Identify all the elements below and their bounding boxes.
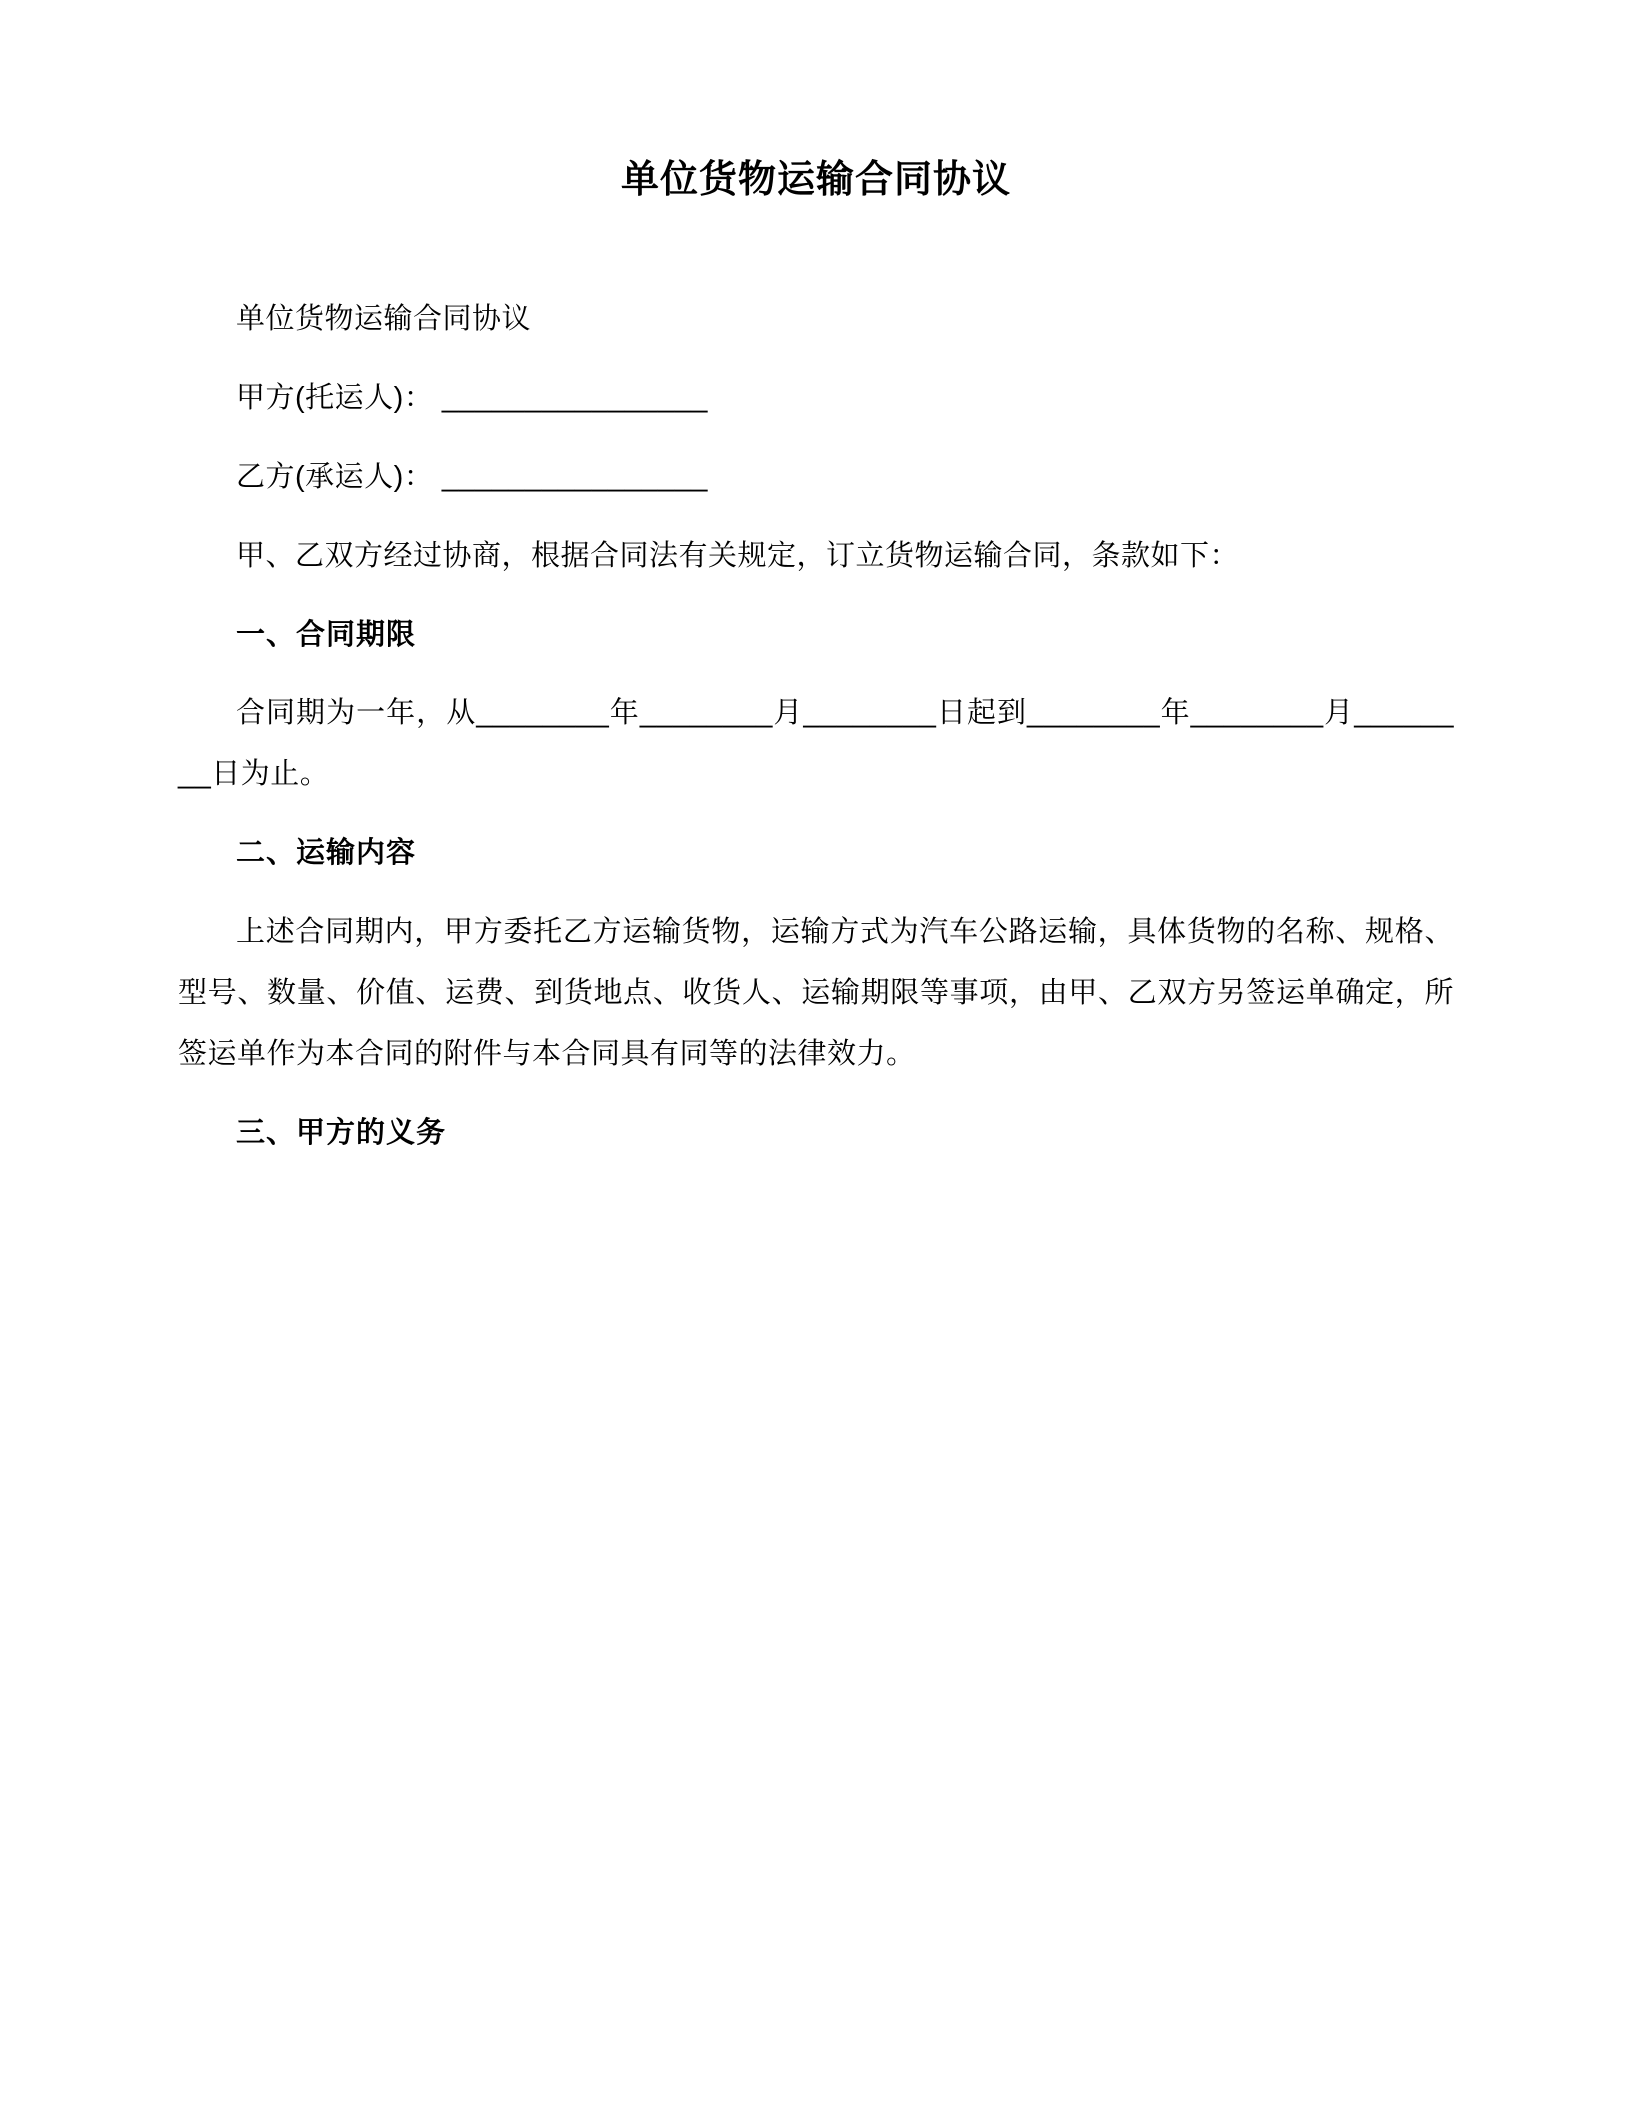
section-heading-3-party-a-obligations: 三、甲方的义务 — [236, 1116, 447, 1149]
paragraph-transport-content-body: 上述合同期内，甲方委托乙方运输货物，运输方式为汽车公路运输，具体货物的名称、规格、型号、数量、价值、运费、到货地点、收货人、运输期限等事项，由甲、乙双方另签运单确定，所签运单作为本合同的附件与本合同具有同等的法律效力。 — [178, 916, 1454, 1070]
paragraph-contract-term-dates: 合同期为一年，从________年________月________日起到________年________月________日为止。 — [178, 697, 1454, 791]
section-heading-1-contract-term: 一、合同期限 — [236, 618, 417, 651]
paragraph-preamble: 甲、乙双方经过协商，根据合同法有关规定，订立货物运输合同，条款如下： — [236, 539, 1240, 572]
paragraph-party-a-blank: 甲方(托运人)： ________________ — [236, 381, 708, 414]
document-body — [178, 289, 1454, 1164]
paragraph-subtitle: 单位货物运输合同协议 — [236, 303, 532, 335]
paragraph-party-b-blank: 乙方(承运人)： ________________ — [236, 460, 708, 493]
document-title: 单位货物运输合同协议 — [620, 159, 1011, 201]
section-heading-2-transport-content: 二、运输内容 — [236, 837, 417, 870]
